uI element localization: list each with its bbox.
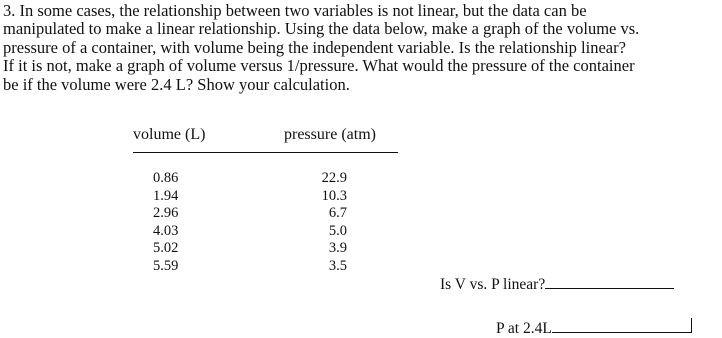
volume-cell: 2.96 xyxy=(153,205,179,222)
volume-column-header: volume (L) xyxy=(133,126,206,143)
pressure-cell: 6.7 xyxy=(328,205,347,222)
volume-cell: 4.03 xyxy=(153,222,179,239)
pressure-answer-prompt: P at 2.4L xyxy=(496,320,552,337)
question-line: 3. In some cases, the relationship between two variables is not linear, but the data can be xyxy=(3,1,587,20)
linear-answer-blank[interactable] xyxy=(545,274,674,289)
volume-column xyxy=(153,170,193,276)
volume-cell: 5.59 xyxy=(153,257,179,274)
question-line: be if the volume were 2.4 L? Show your calculation. xyxy=(3,74,350,94)
question-line: manipulated to make a linear relationship. Using the data below, make a graph of the volume vs. xyxy=(3,19,640,39)
pressure-cell: 3.5 xyxy=(328,257,347,274)
pressure-column-header: pressure (atm) xyxy=(284,126,376,143)
pressure-cell: 5.0 xyxy=(328,222,347,239)
volume-cell: 1.94 xyxy=(153,187,179,204)
pressure-cell: 3.9 xyxy=(328,240,347,257)
volume-cell: 5.02 xyxy=(153,240,179,257)
pressure-answer-line xyxy=(496,318,692,338)
question-line: pressure of a container, with volume being the independent variable. Is the relationship linear? xyxy=(3,37,626,57)
linear-answer-prompt: Is V vs. P linear? xyxy=(440,276,546,293)
question-line: If it is not, make a graph of volume versus 1/pressure. What would the pressure of the container xyxy=(3,56,635,76)
pressure-cell: 22.9 xyxy=(321,170,347,186)
table-header-rule xyxy=(133,152,398,153)
pressure-cell: 10.3 xyxy=(321,187,347,204)
pressure-column xyxy=(305,170,347,276)
volume-cell: 0.86 xyxy=(153,170,179,186)
pressure-answer-blank[interactable] xyxy=(552,318,692,333)
linear-answer-line xyxy=(440,274,674,294)
